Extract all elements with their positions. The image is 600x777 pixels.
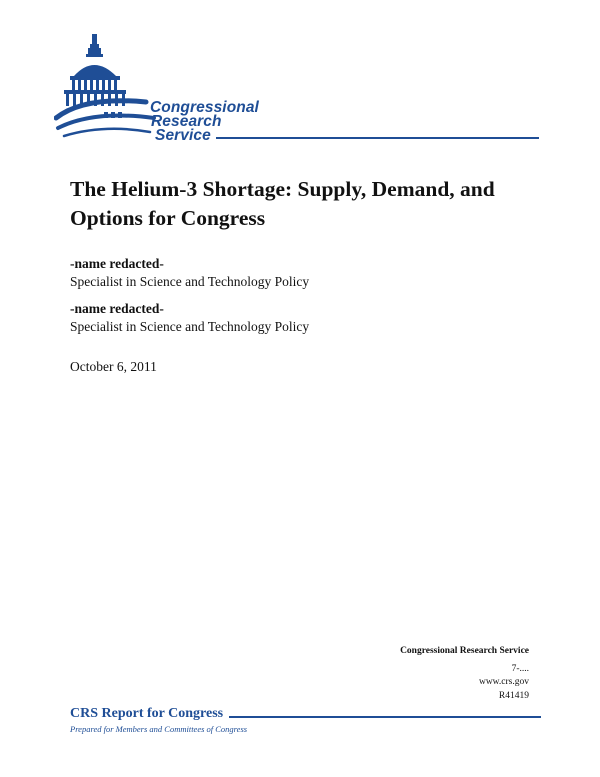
author-list xyxy=(70,255,530,345)
author-name: -name redacted- xyxy=(70,256,164,271)
report-date: October 6, 2011 xyxy=(70,359,157,374)
author-block xyxy=(70,300,530,336)
author-name: -name redacted- xyxy=(70,301,164,316)
logo-line-2: Research xyxy=(151,113,222,130)
author-title: Specialist in Science and Technology Policy xyxy=(70,319,310,334)
footer-subtitle: Prepared for Members and Committees of Congress xyxy=(70,724,248,734)
header-rule xyxy=(216,137,539,139)
author-block xyxy=(70,255,530,291)
author-title: Specialist in Science and Technology Policy xyxy=(70,274,310,289)
crs-website[interactable]: www.crs.gov xyxy=(478,677,529,687)
logo-line-1: Congressional xyxy=(150,99,259,116)
crs-phone: 7-.... xyxy=(511,663,529,674)
footer-title: CRS Report for Congress xyxy=(70,706,224,721)
crs-info-block xyxy=(400,645,529,703)
report-title: The Helium-3 Shortage: Supply, Demand, and Options for Congress xyxy=(70,177,495,230)
crs-org-name: Congressional Research Service xyxy=(400,646,529,656)
footer-rule xyxy=(229,716,541,718)
logo-line-3: Service xyxy=(155,127,211,144)
report-number: R41419 xyxy=(498,690,529,701)
